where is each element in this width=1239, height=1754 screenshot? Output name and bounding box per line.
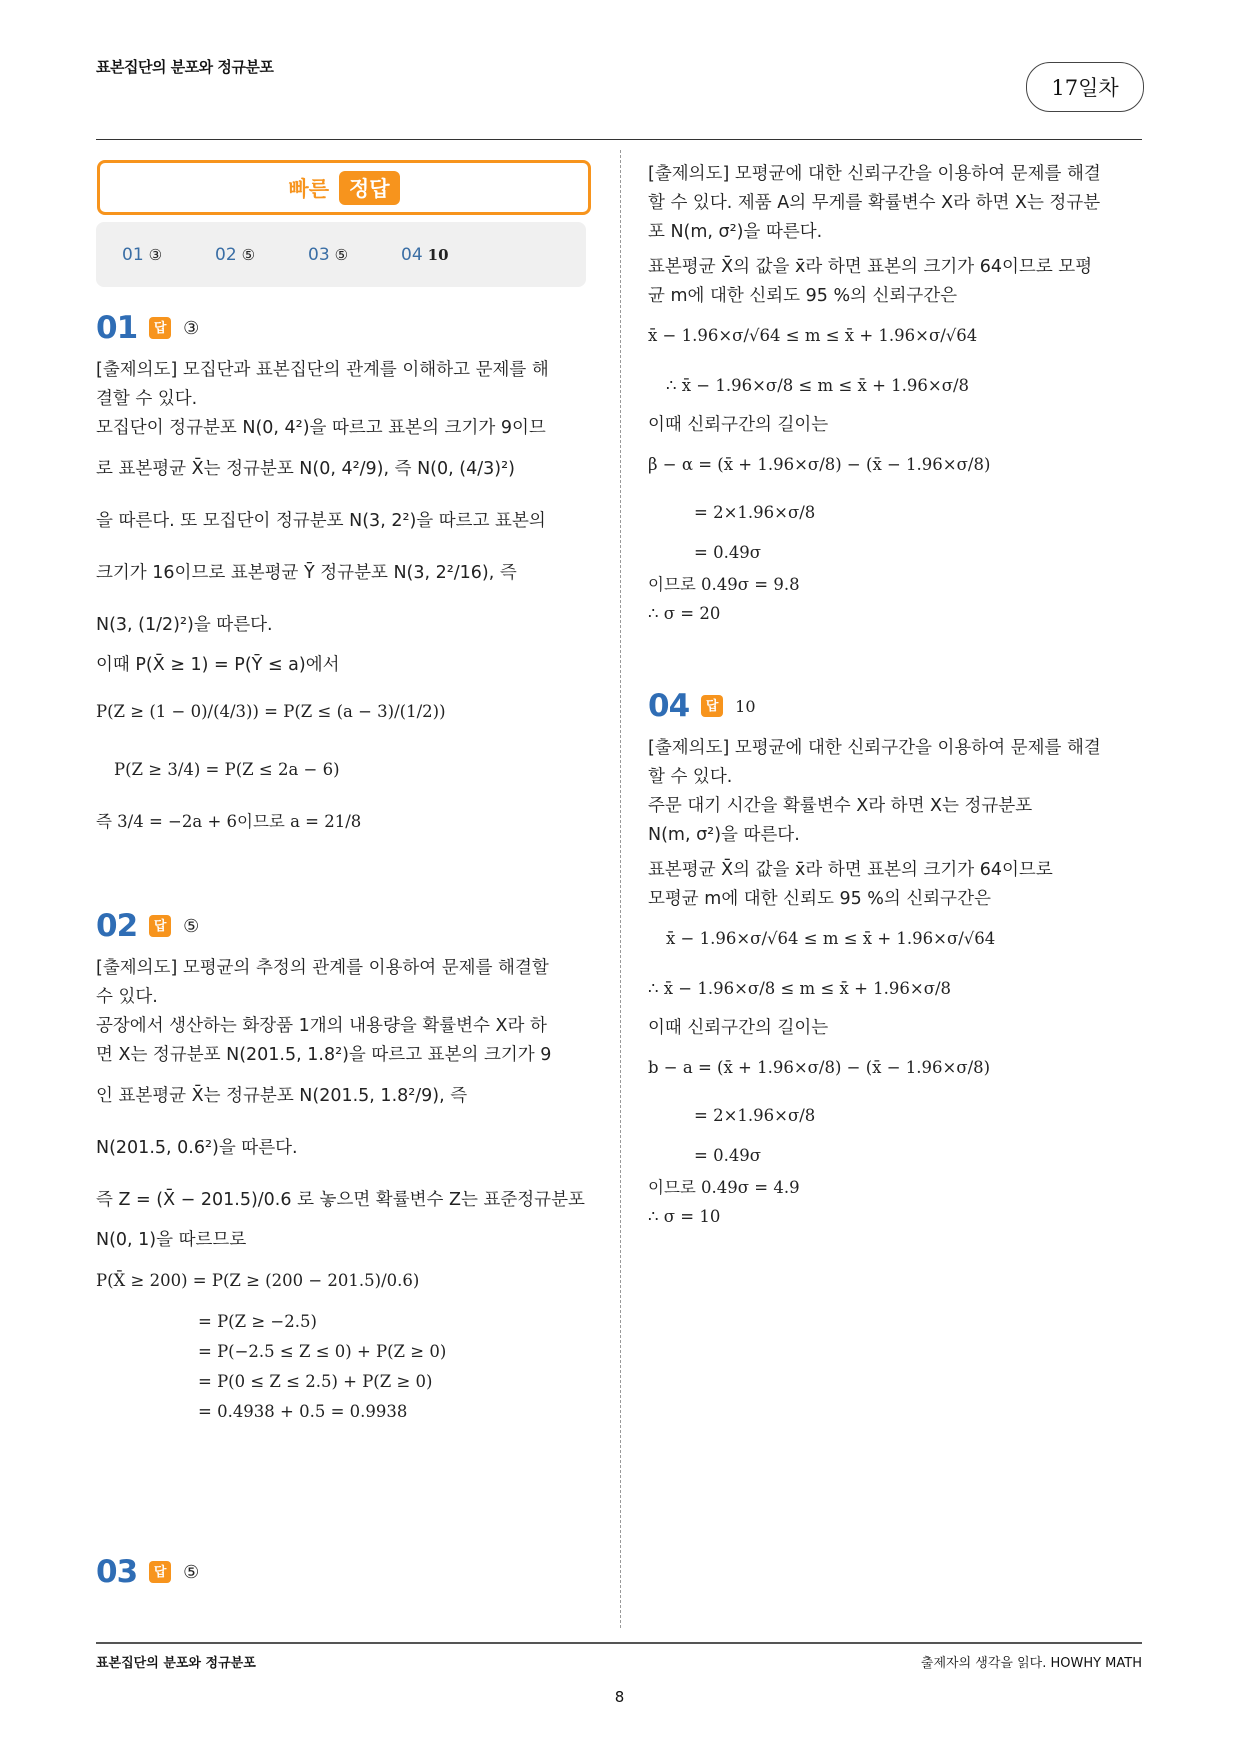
answer-tag: 답: [149, 915, 171, 937]
equation-line: ∴ x̄ − 1.96×σ/8 ≤ m ≤ x̄ + 1.96×σ/8: [666, 376, 970, 395]
question-header-04: [648, 684, 1148, 728]
solution-line: N(0, 1)을 따르므로: [96, 1230, 247, 1250]
solution-line: 공장에서 생산하는 화장품 1개의 내용량을 확률변수 X라 하: [96, 1016, 547, 1036]
question-header-01: [96, 306, 596, 350]
solution-line: 모집단이 정규분포 N(0, 4²)을 따르고 표본의 크기가 9이므: [96, 418, 546, 438]
quick-answer-banner: [97, 160, 591, 215]
equation-line: = P(Z ≥ −2.5): [198, 1312, 317, 1331]
page-number: 8: [614, 1688, 625, 1706]
header-title: 표본집단의 분포와 정규분포: [96, 58, 274, 76]
question-number: 04: [648, 687, 690, 724]
solution-line: 표본평균 X̄의 값을 x̄라 하면 표본의 크기가 64이므로: [648, 860, 1053, 880]
column-divider: [620, 150, 621, 1628]
solution-line: N(m, σ²)을 따른다.: [648, 825, 800, 845]
quick-answer-item: [308, 245, 401, 265]
quick-answer-num: 04: [401, 244, 423, 265]
question-number: 01: [96, 309, 138, 346]
quick-answer-list: [96, 222, 586, 287]
answer-tag: 답: [701, 695, 723, 717]
question-03-header-block: [96, 1550, 596, 1594]
equation-line: P(Z ≥ 3/4) = P(Z ≤ 2a − 6): [114, 760, 340, 779]
answer-pill: 정답: [339, 171, 400, 205]
question-answer: 10: [735, 696, 756, 716]
bottom-divider: [96, 1642, 1142, 1644]
left-column: [96, 306, 596, 1427]
quick-answer-num: 02: [215, 244, 237, 265]
quick-answer-value: ⑤: [241, 245, 256, 264]
solution-line: 수 있다.: [96, 987, 158, 1007]
solution-line: [출제의도] 모평균에 대한 신뢰구간을 이용하여 문제를 해결: [648, 164, 1101, 184]
question-number: 02: [96, 907, 138, 944]
quick-answer-item: [401, 245, 494, 265]
solution-line: 포 N(m, σ²)을 따른다.: [648, 222, 823, 242]
quick-answer-value: ③: [148, 245, 163, 264]
equation-line: ∴ x̄ − 1.96×σ/8 ≤ m ≤ x̄ + 1.96×σ/8: [648, 979, 952, 998]
solution-line: 이때 P(X̄ ≥ 1) = P(Ȳ ≤ a)에서: [96, 655, 340, 675]
solution-line: 이때 신뢰구간의 길이는: [648, 415, 829, 435]
equation-line: x̄ − 1.96×σ/√64 ≤ m ≤ x̄ + 1.96×σ/√64: [666, 929, 996, 948]
right-column: [648, 160, 1148, 1231]
equation-line: ∴ σ = 20: [648, 604, 721, 623]
equation-line: = P(−2.5 ≤ Z ≤ 0) + P(Z ≥ 0): [198, 1342, 447, 1361]
solution-line: 균 m에 대한 신뢰도 95 %의 신뢰구간은: [648, 286, 958, 306]
day-badge: 17일차: [1026, 62, 1144, 112]
equation-line: = 2×1.96×σ/8: [694, 503, 816, 522]
solution-line: 을 따른다. 또 모집단이 정규분포 N(3, 2²)을 따르고 표본의: [96, 511, 546, 531]
solution-line: 인 표본평균 X̄는 정규분포 N(201.5, 1.8²/9), 즉: [96, 1086, 468, 1106]
equation-line: 즉 3/4 = −2a + 6이므로 a = 21/8: [96, 812, 362, 831]
question-header-02: [96, 904, 596, 948]
solution-line: N(201.5, 0.6²)을 따른다.: [96, 1138, 298, 1158]
solution-line: [출제의도] 모집단과 표본집단의 관계를 이해하고 문제를 해: [96, 360, 549, 380]
equation-line: 이므로 0.49σ = 9.8: [648, 575, 800, 594]
footer-brand: 출제자의 생각을 읽다. HOWHY MATH: [920, 1656, 1142, 1671]
question-answer: ⑤: [183, 1561, 200, 1583]
question-answer: ③: [183, 317, 200, 339]
solution-line: 할 수 있다. 제품 A의 무게를 확률변수 X라 하면 X는 정규분: [648, 193, 1101, 213]
solution-line: 결할 수 있다.: [96, 389, 198, 409]
equation-line: = 0.49σ: [694, 1146, 762, 1165]
solution-line: 즉 Z = (X̄ − 201.5)/0.6 로 놓으면 확률변수 Z는 표준정규분포: [96, 1190, 585, 1210]
top-divider: [96, 139, 1142, 140]
quick-answer-value: 10: [427, 245, 449, 264]
equation-line: = 0.49σ: [694, 543, 762, 562]
solution-line: 주문 대기 시간을 확률변수 X라 하면 X는 정규분포: [648, 796, 1033, 816]
solution-line: N(3, (1/2)²)을 따른다.: [96, 615, 273, 635]
equation-line: b − a = (x̄ + 1.96×σ/8) − (x̄ − 1.96×σ/8): [648, 1058, 991, 1077]
solution-line: [출제의도] 모평균의 추정의 관계를 이용하여 문제를 해결할: [96, 958, 549, 978]
equation-line: 이므로 0.49σ = 4.9: [648, 1178, 800, 1197]
solution-line: 로 표본평균 X̄는 정규분포 N(0, 4²/9), 즉 N(0, (4/3)²): [96, 459, 515, 479]
equation-line: x̄ − 1.96×σ/√64 ≤ m ≤ x̄ + 1.96×σ/√64: [648, 326, 978, 345]
quick-answer-num: 01: [122, 244, 144, 265]
solution-line: 이때 신뢰구간의 길이는: [648, 1018, 829, 1038]
quick-answer-item: [215, 245, 308, 265]
solution-line: 모평균 m에 대한 신뢰도 95 %의 신뢰구간은: [648, 889, 991, 909]
answer-tag: 답: [149, 317, 171, 339]
equation-line: ∴ σ = 10: [648, 1207, 721, 1226]
solution-line: 크기가 16이므로 표본평균 Ȳ 정규분포 N(3, 2²/16), 즉: [96, 563, 517, 583]
solution-line: 할 수 있다.: [648, 767, 733, 787]
question-number: 03: [96, 1553, 138, 1590]
equation-line: P(Z ≥ (1 − 0)/(4/3)) = P(Z ≤ (a − 3)/(1/2)): [96, 702, 446, 721]
solution-line: 표본평균 X̄의 값을 x̄라 하면 표본의 크기가 64이므로 모평: [648, 257, 1093, 277]
equation-line: = 0.4938 + 0.5 = 0.9938: [198, 1402, 408, 1421]
quick-answer-label: 빠른: [288, 176, 329, 201]
equation-line: β − α = (x̄ + 1.96×σ/8) − (x̄ − 1.96×σ/8): [648, 455, 991, 474]
footer-title: 표본집단의 분포와 정규분포: [96, 1656, 256, 1671]
equation-line: P(X̄ ≥ 200) = P(Z ≥ (200 − 201.5)/0.6): [96, 1271, 420, 1290]
question-answer: ⑤: [183, 915, 200, 937]
question-header-03: [96, 1550, 596, 1594]
solution-line: 면 X는 정규분포 N(201.5, 1.8²)을 따르고 표본의 크기가 9: [96, 1045, 552, 1065]
equation-line: = P(0 ≤ Z ≤ 2.5) + P(Z ≥ 0): [198, 1372, 433, 1391]
answer-tag: 답: [149, 1561, 171, 1583]
quick-answer-item: [122, 245, 215, 265]
equation-line: = 2×1.96×σ/8: [694, 1106, 816, 1125]
quick-answer-num: 03: [308, 244, 330, 265]
quick-answer-value: ⑤: [334, 245, 349, 264]
solution-line: [출제의도] 모평균에 대한 신뢰구간을 이용하여 문제를 해결: [648, 738, 1101, 758]
